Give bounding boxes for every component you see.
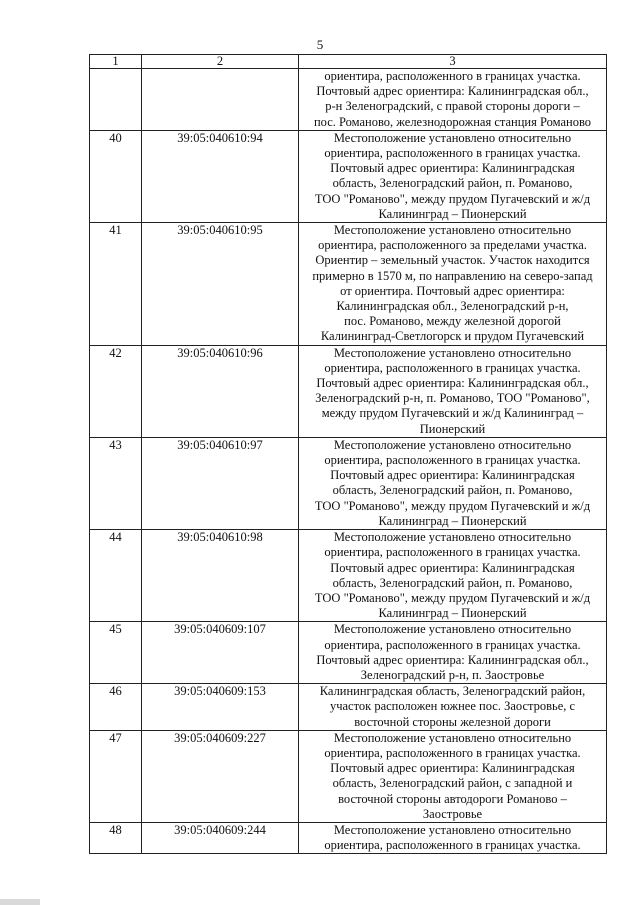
column-header-2: 2 [142,55,299,69]
location-description-cell: Местоположение установлено относительно ориентира, расположенного за пределами участка. Ориентир – земельный участок. Участок находится примерно в 1570 м, по направлению на северо-запад от ориентира. Почтовый адрес ориентира: Калининградская обл., Зеленоградский р-н, пос. Романово, между железной дорогой Калининград-Светлогорск и прудом Пугачевский [299,223,607,346]
cadastral-number-cell: 39:05:040610:98 [142,530,299,622]
table-row [90,730,607,822]
table-row [90,622,607,684]
table-row [90,822,607,853]
row-number-cell: 41 [90,223,142,346]
cadastral-number-cell: 39:05:040609:227 [142,730,299,822]
table-row [90,69,607,131]
location-description-cell: Местоположение установлено относительно ориентира, расположенного в границах участка. Почтовый адрес ориентира: Калининградская область, Зеленоградский район, п. Романово, ТОО "Романово", между прудом Пугачевский и ж/д Калининград – Пионерский [299,130,607,222]
row-number-cell: 47 [90,730,142,822]
table-header-row [90,55,607,69]
row-number-cell: 40 [90,130,142,222]
cadastral-number-cell [142,69,299,131]
cadastral-number-cell: 39:05:040610:94 [142,130,299,222]
land-plots-table [89,54,607,854]
location-description-cell: ориентира, расположенного в границах участка. Почтовый адрес ориентира: Калининградская обл., р-н Зеленоградский, с правой стороны дороги – пос. Романово, железнодорожная станция Романово [299,69,607,131]
table-row [90,530,607,622]
column-header-1: 1 [90,55,142,69]
row-number-cell: 43 [90,437,142,529]
location-description-cell: Местоположение установлено относительно ориентира, расположенного в границах участка. [299,822,607,853]
cadastral-number-cell: 39:05:040610:95 [142,223,299,346]
location-description-cell: Калининградская область, Зеленоградский район, участок расположен южнее пос. Заостровье, с восточной стороны железной дороги [299,684,607,731]
cadastral-number-cell: 39:05:040609:153 [142,684,299,731]
row-number-cell: 44 [90,530,142,622]
location-description-cell: Местоположение установлено относительно ориентира, расположенного в границах участка. Почтовый адрес ориентира: Калининградская обл., Зеленоградский р-н, п. Заостровье [299,622,607,684]
column-header-3: 3 [299,55,607,69]
row-number-cell: 42 [90,345,142,437]
table-row [90,130,607,222]
table-row [90,684,607,731]
location-description-cell: Местоположение установлено относительно ориентира, расположенного в границах участка. Почтовый адрес ориентира: Калининградская область, Зеленоградский район, п. Романово, ТОО "Романово", между прудом Пугачевский и ж/д Калининград – Пионерский [299,530,607,622]
cadastral-number-cell: 39:05:040609:107 [142,622,299,684]
row-number-cell [90,69,142,131]
cadastral-number-cell: 39:05:040610:96 [142,345,299,437]
table-row [90,223,607,346]
cadastral-number-cell: 39:05:040610:97 [142,437,299,529]
page-number: 5 [316,37,324,52]
location-description-cell: Местоположение установлено относительно ориентира, расположенного в границах участка. Почтовый адрес ориентира: Калининградская область, Зеленоградский район, с западной и восточной стороны автодороги Романово – Заостровье [299,730,607,822]
row-number-cell: 45 [90,622,142,684]
row-number-cell: 46 [90,684,142,731]
scan-edge-mark [0,899,40,905]
location-description-cell: Местоположение установлено относительно ориентира, расположенного в границах участка. Почтовый адрес ориентира: Калининградская обл., Зеленоградский р-н, п. Романово, ТОО "Романово", между прудом Пугачевский и ж/д Калининград – Пионерский [299,345,607,437]
cadastral-number-cell: 39:05:040609:244 [142,822,299,853]
table-row [90,437,607,529]
table-row [90,345,607,437]
row-number-cell: 48 [90,822,142,853]
location-description-cell: Местоположение установлено относительно ориентира, расположенного в границах участка. Почтовый адрес ориентира: Калининградская область, Зеленоградский район, п. Романово, ТОО "Романово", между прудом Пугачевский и ж/д Калининград – Пионерский [299,437,607,529]
